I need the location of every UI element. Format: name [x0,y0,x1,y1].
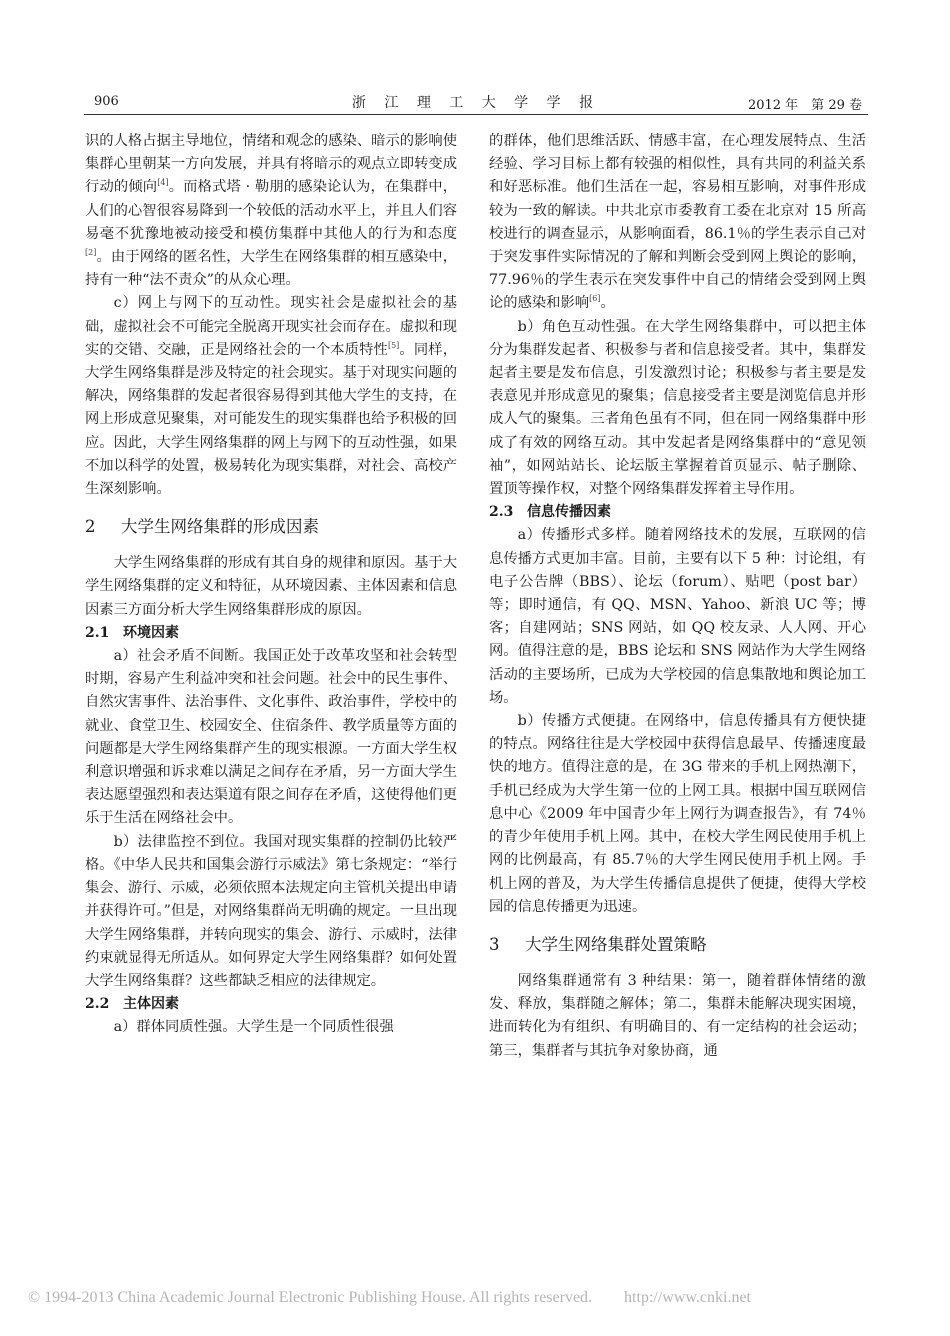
paragraph: a）传播形式多样。随着网络技术的发展，互联网的信息传播方式更加丰富。目前，主要有以下 5 种：讨论组，有电子公告牌（BBS）、论坛（forum）、贴吧（post bar）等；即时通信，有 QQ、MSN、Yahoo、新浪 UC 等；博客；自建网站；SNS 网站，如 QQ 校友录、人人网、开心网。值得注意的是，BBS 论坛和 SNS 网站作为大学生网络活动的主要场所，已成为大学校园的信息集散地和舆论加工场。 [489,527,866,706]
volume-info: 2012 年 第 29 卷 [747,98,862,113]
paragraph: b）法律监控不到位。我国对现实集群的控制仍比较严格。《中华人民共和国集会游行示威法》第七条规定：“举行集会、游行、示威，必须依照本法规定向主管机关提出申请并获得许可。”但是，对网络集群尚无明确的规定。一旦出现大学生网络集群，并转向现实的集会、游行、示威时，法律约束就显得无所适从。如何界定大学生网络集群？如何处置大学生网络集群？这些都缺乏相应的法律规定。 [85,833,457,989]
subsection-heading: 2.2 主体因素 [85,996,179,1013]
subsection-heading: 2.1 环境因素 [85,624,179,641]
paragraph: 大学生网络集群的形成有其自身的规律和原因。基于大学生网络集群的定义和特征，从环境因素、主体因素和信息因素三方面分析大学生网络集群形成的原因。 [85,555,457,618]
citation-ref[interactable]: [2] [85,248,97,258]
section-heading: 3 大学生网络集群处置策略 [489,934,707,954]
paragraph: a）社会矛盾不间断。我国正处于改革攻坚和社会转型时期，容易产生利益冲突和社会问题。社会中的民生事件、自然灾害事件、法治事件、文化事件、政治事件，学校中的就业、食堂卫生、校园安全、住宿条件、教学质量等方面的问题都是大学生网络集群产生的现实根源。一方面大学生权利意识增强和诉求难以满足之间存在矛盾，另一方面大学生表达愿望强烈和表达渠道有限之间存在矛盾，这使得他们更乐于生活在网络社会中。 [85,648,457,827]
paragraph: c）网上与网下的互动性。现实社会是虚拟社会的基础，虚拟社会不可能完全脱离开现实社会而存在。虚拟和现实的交错、交融，正是网络社会的一个本质特性[5]。同样，大学生网络集群是涉及特定的社会现实。基于对现实问题的解决，网络集群的发起者很容易得到其他大学生的支持，在网上形成意见聚集，对可能发生的现实集群也给予积极的回应。因此，大学生网络集群的网上与网下的互动性强，如果不加以科学的处置，极易转化为现实集群，对社会、高校产生深刻影响。 [85,295,458,498]
citation-ref[interactable]: [6] [589,294,601,304]
citation-ref[interactable]: [4] [157,178,169,188]
citation-ref[interactable]: [5] [387,340,400,350]
journal-title: 浙 江 理 工 大 学 学 报 [351,95,601,111]
running-header [84,92,868,115]
paragraph: 的群体，他们思维活跃、情感丰富，在心理发展特点、生活经验、学习目标上都有较强的相似性，具有共同的利益关系和好恶标准。他们生活在一起，容易相互影响，对事件形成较为一致的解读。中共北京市委教育工委在北京对 15 所高校进行的调查显示，从影响面看，86.1％的学生表示自己对于突发事件实际情况的了解和判断会受到网上舆论的影响，77.96％的学生表示在突发事件中自己的情绪会受到网上舆论的感染和影响[6]。 [489,133,866,312]
paragraph: 识的人格占据主导地位，情绪和观念的感染、暗示的影响使集群心里朝某一方向发展，并具有将暗示的观点立即转变成行动的倾向[4]。而格式塔 · 勒朋的感染论认为，在集群中，人们的心智很容易降到一个较低的活动水平上，并且人们容易毫不犹豫地被动接受和模仿集群中其他人的行为和态度[2]。由于网络的匿名性，大学生在网络集群的相互感染中，持有一种“法不责众”的从众心理。 [85,133,457,289]
paragraph: b）传播方式便捷。在网络中，信息传播具有方便快捷的特点。网络往往是大学校园中获得信息最早、传播速度最快的地方。值得注意的是，在 3G 带来的手机上网热潮下，手机已经成为大学生第一位的上网工具。根据中国互联网信息中心《2009 年中国青少年上网行为调查报告》，有 74％的青少年使用手机上网。其中，在校大学生网民使用手机上网的比例最高，有 85.7％的大学生网民使用手机上网。手机上网的普及，为大学生传播信息提供了便捷，使得大学校园的信息传播更为迅速。 [489,713,866,915]
copyright-footer: © 1994-2013 China Academic Journal Electronic Publishing House. All rights reserved. http://www.cnki.net [28,1289,752,1306]
paragraph: a）群体同质性强。大学生是一个同质性很强 [113,1019,394,1036]
page-number: 906 [94,94,119,109]
subsection-heading: 2.3 信息传播因素 [489,504,611,521]
section-heading: 2 大学生网络集群的形成因素 [85,517,319,537]
left-column [85,130,457,1040]
paragraph: b）角色互动性强。在大学生网络集群中，可以把主体分为集群发起者、积极参与者和信息接受者。其中，集群发起者主要是发布信息，引发激烈讨论；积极参与者主要是发表意见并形成意见的聚集；信息接受者主要是浏览信息并形成人气的聚集。三者角色虽有不同，但在同一网络集群中形成了有效的网络互动。其中发起者是网络集群中的“意见领袖”，如网站站长、论坛版主掌握着首页显示、帖子删除、置顶等操作权，对整个网络集群发挥着主导作用。 [489,318,866,498]
right-column [489,130,866,1063]
paragraph: 网络集群通常有 3 种结果：第一，随着群体情绪的激发、释放，集群随之解体；第二，集群未能解决现实困境，进而转化为有组织、有明确目的、有一定结构的社会运动；第三，集群者与其抗争对象协商，通 [489,972,866,1059]
